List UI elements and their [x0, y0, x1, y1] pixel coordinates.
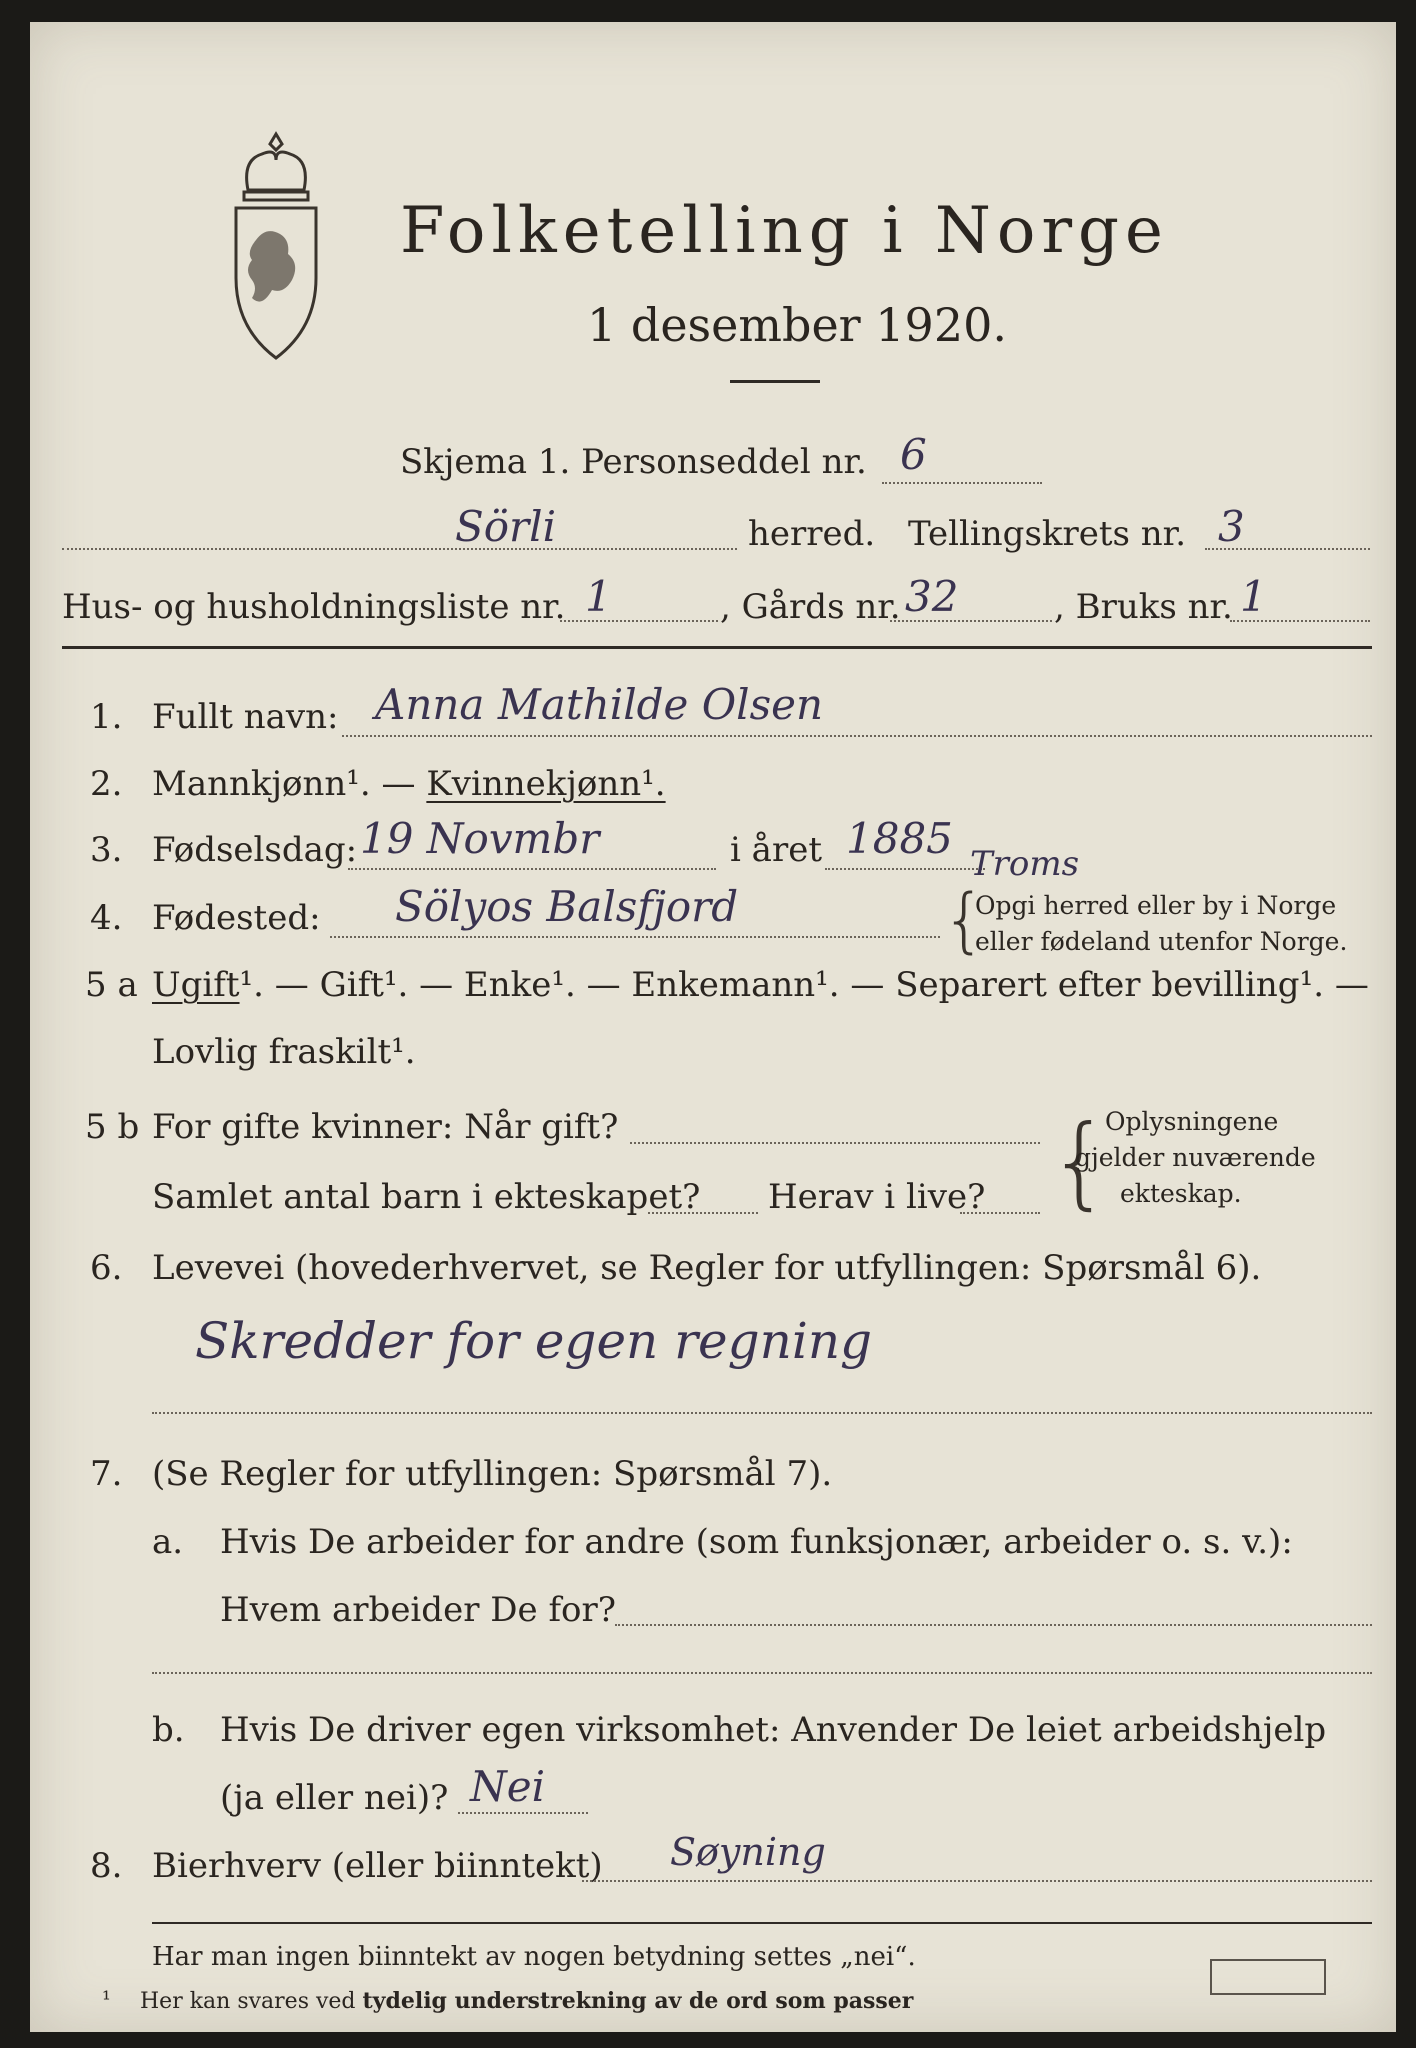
tellingskrets-number: 3	[1218, 502, 1245, 551]
q6-number: 6.	[90, 1248, 123, 1288]
printer-stamp-icon	[1210, 1959, 1326, 1995]
q5b-children-label: Samlet antal barn i ekteskapet?	[152, 1177, 701, 1217]
birthday-answer: 19 Novmbr	[360, 814, 600, 863]
husholdningsliste-label: Hus- og husholdningsliste nr.	[62, 587, 566, 627]
full-name-answer: Anna Mathilde Olsen	[375, 680, 824, 729]
q5b-number: 5 b	[85, 1107, 140, 1147]
q4-label: Fødested:	[152, 898, 321, 938]
form-title: Folketelling i Norge	[400, 194, 1169, 268]
q7-number: 7.	[90, 1454, 123, 1494]
q5b-line1: For gifte kvinner: Når gift?	[152, 1107, 619, 1147]
side-income-answer: Søyning	[670, 1830, 826, 1874]
q7a-line1: Hvis De arbeider for andre (som funksjonær, arbeider o. s. v.):	[220, 1522, 1293, 1562]
footnote-mark: ¹	[102, 1988, 111, 2013]
skjema-label: Skjema 1. Personseddel nr.	[400, 442, 867, 482]
marriage-note-1: Oplysningene	[1105, 1107, 1279, 1136]
q7b-line2: (ja eller nei)?	[220, 1778, 449, 1818]
q7-label: (Se Regler for utfyllingen: Spørsmål 7).	[152, 1454, 833, 1494]
herred-label: herred.	[748, 514, 876, 554]
bruks-label: , Bruks nr.	[1054, 587, 1233, 627]
header-rule	[62, 646, 1372, 649]
male-option: Mannkjønn¹.	[152, 764, 371, 804]
gards-label: , Gårds nr.	[720, 587, 901, 627]
census-date: 1 desember 1920.	[587, 298, 1007, 352]
footer-note: Har man ingen biinntekt av nogen betydning settes „nei“.	[152, 1942, 916, 1972]
q4-number: 4.	[90, 898, 123, 938]
husholdningsliste-number: 1	[585, 572, 612, 621]
marriage-note-brace: {	[1048, 1103, 1112, 1220]
tellingskrets-label: Tellingskrets nr.	[908, 514, 1187, 554]
norwegian-coat-of-arms-icon	[226, 130, 326, 365]
q1-label: Fullt navn:	[152, 697, 339, 737]
female-option-underlined: Kvinnekjønn¹.	[426, 764, 666, 804]
q5a-options: Ugift¹. — Gift¹. — Enke¹. — Enkemann¹. — Separert efter bevilling¹. —	[152, 965, 1369, 1005]
year-label: i året	[730, 830, 822, 870]
q3-label: Fødselsdag:	[152, 830, 358, 870]
hired-help-answer: Nei	[470, 1762, 546, 1811]
unmarried-option-underlined: Ugift	[152, 965, 240, 1005]
birthplace-county-answer: Troms	[970, 844, 1080, 884]
q7a-letter: a.	[152, 1522, 184, 1562]
marriage-note-2: gjelder nuværende	[1075, 1143, 1316, 1172]
personseddel-number: 6	[900, 430, 927, 479]
q1-number: 1.	[90, 697, 123, 737]
q8-number: 8.	[90, 1846, 123, 1886]
title-divider	[730, 380, 820, 383]
birth-year-answer: 1885	[846, 814, 953, 863]
q2-number: 2.	[90, 764, 123, 804]
q5b-alive-label: Herav i live?	[768, 1177, 986, 1217]
footer-rule	[152, 1922, 1372, 1924]
occupation-answer: Skredder for egen regning	[195, 1312, 873, 1370]
q7a-line2: Hvem arbeider De for?	[220, 1590, 616, 1630]
q3-number: 3.	[90, 830, 123, 870]
q6-label: Levevei (hovederhvervet, se Regler for utfyllingen: Spørsmål 6).	[152, 1248, 1262, 1288]
q2-options: Mannkjønn¹. — Kvinnekjønn¹.	[152, 764, 666, 804]
marriage-note-3: ekteskap.	[1120, 1179, 1242, 1208]
census-form	[30, 22, 1396, 2032]
q7b-letter: b.	[152, 1710, 185, 1750]
birthplace-answer: Sölyos Balsfjord	[395, 882, 739, 931]
q5a-line2: Lovlig fraskilt¹.	[152, 1032, 416, 1072]
herred-name: Sörli	[455, 502, 557, 551]
q8-label: Bierhverv (eller biinntekt)	[152, 1846, 603, 1886]
gards-number: 32	[905, 572, 959, 621]
bruks-number: 1	[1240, 572, 1267, 621]
birthplace-hint-brace: {	[942, 879, 987, 961]
q7b-line1: Hvis De driver egen virksomhet: Anvender De leiet arbeidshjelp	[220, 1710, 1327, 1750]
q5a-number: 5 a	[85, 965, 138, 1005]
birthplace-hint-1: Opgi herred eller by i Norge	[975, 891, 1337, 920]
footnote: Her kan svares ved tydelig understrekning av de ord som passer	[140, 1988, 914, 2014]
birthplace-hint-2: eller fødeland utenfor Norge.	[975, 927, 1348, 956]
